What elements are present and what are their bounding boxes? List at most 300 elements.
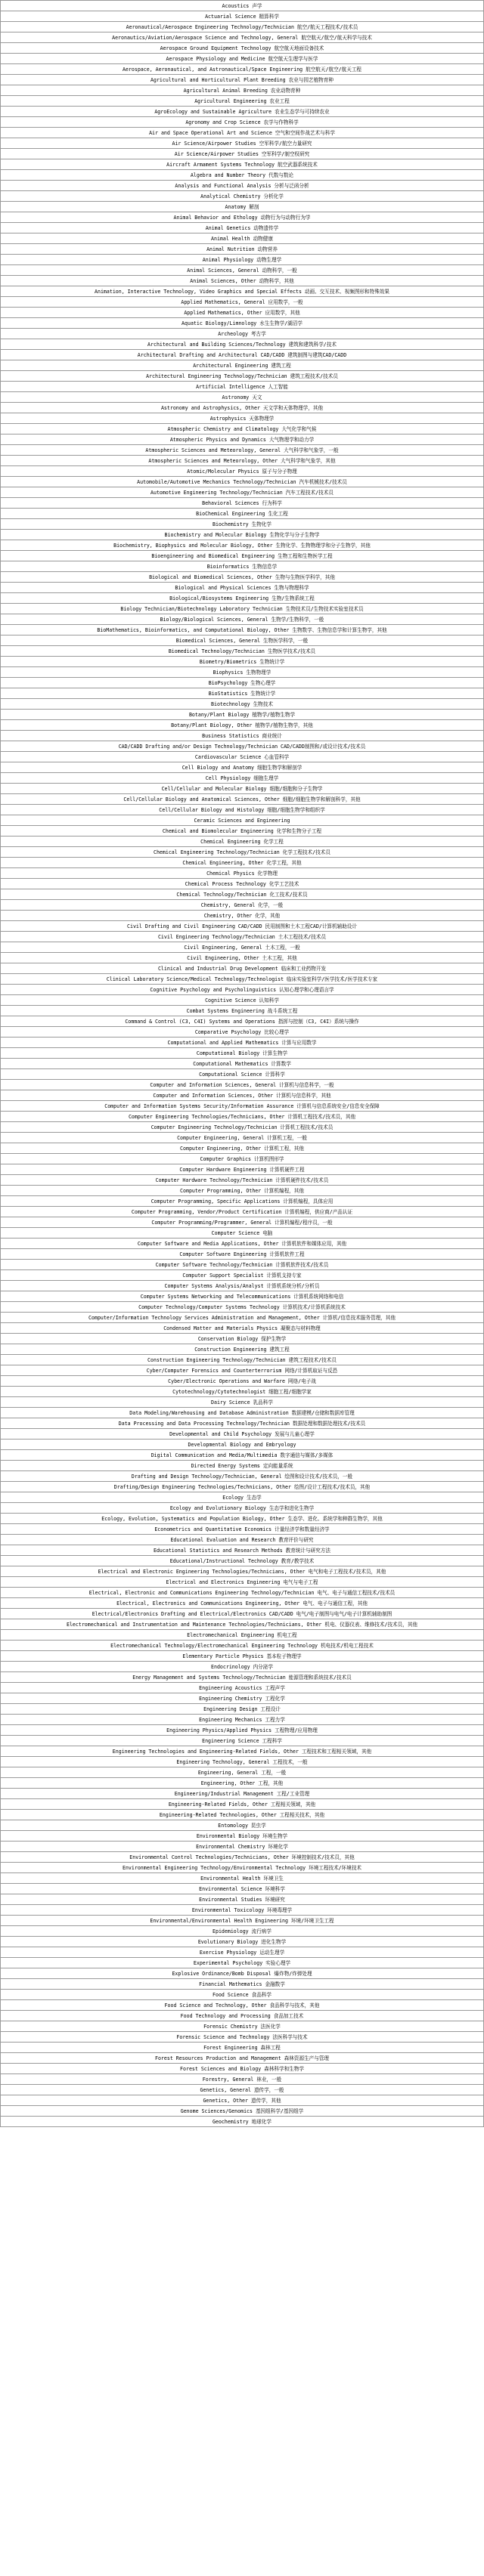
table-row — [1, 731, 484, 741]
subject-cell: Construction Engineering Technology/Technician 建筑工程技术/技术员 — [1, 1355, 484, 1365]
table-row — [1, 741, 484, 752]
table-row — [1, 477, 484, 487]
table-row — [1, 530, 484, 540]
table-row — [1, 1143, 484, 1154]
table-row — [1, 1334, 484, 1344]
table-row — [1, 1270, 484, 1281]
subject-cell: Aerospace Physiology and Medicine 航空航天生理学与医学 — [1, 54, 484, 64]
subject-cell: Animal Sciences, General 动物科学，一般 — [1, 265, 484, 276]
subject-cell: Artificial Intelligence 人工智能 — [1, 382, 484, 392]
subject-cell: Agricultural Engineering 农业工程 — [1, 96, 484, 107]
subject-cell: Air Science/Airpower Studies 空军科学/航空力量研究 — [1, 138, 484, 149]
table-row — [1, 255, 484, 265]
table-row — [1, 1164, 484, 1175]
subject-cell: Electromechanical Engineering 机电工程 — [1, 1630, 484, 1641]
subject-cell: Forest Resources Production and Management 森林资源生产与管理 — [1, 2053, 484, 2064]
table-row — [1, 540, 484, 551]
table-row — [1, 1365, 484, 1376]
table-row — [1, 1672, 484, 1683]
table-row — [1, 1916, 484, 1926]
subject-cell: Analysis and Functional Analysis 分析与泛函分析 — [1, 181, 484, 191]
subject-cell: Chemical Engineering, Other 化学工程，其他 — [1, 858, 484, 868]
table-row — [1, 233, 484, 244]
subject-cell: Aeronautics/Aviation/Aerospace Science and Technology, General 航空航天/航空/航天科学与技术 — [1, 32, 484, 43]
subject-cell: Forensic Science and Technology 法医科学与技术 — [1, 2032, 484, 2043]
table-row — [1, 604, 484, 614]
subject-cell: Data Modeling/Warehousing and Database Administration 数据建模/仓储和数据库管理 — [1, 1408, 484, 1418]
table-row — [1, 1450, 484, 1461]
table-row — [1, 1566, 484, 1577]
subject-cell: Computer Hardware Engineering 计算机硬件工程 — [1, 1164, 484, 1175]
subject-cell: Aircraft Armament Systems Technology 航空武器系统技术 — [1, 159, 484, 170]
table-row — [1, 1842, 484, 1852]
subject-cell: Biophysics 生物物理学 — [1, 667, 484, 678]
subject-cell: Cognitive Science 认知科学 — [1, 995, 484, 1006]
subject-cell: Computer Engineering, Other 计算机工程，其他 — [1, 1143, 484, 1154]
table-row — [1, 2085, 484, 2095]
table-row — [1, 953, 484, 963]
table-row — [1, 107, 484, 117]
table-row — [1, 1069, 484, 1080]
subject-cell: Aerospace, Aeronautical, and Astronautical/Space Engineering 航空航天/航空/航天工程 — [1, 64, 484, 75]
table-row — [1, 1651, 484, 1662]
subject-cell: Applied Mathematics, Other 应用数学，其他 — [1, 308, 484, 318]
subject-cell: Engineering/Industrial Management 工程/工业管理 — [1, 1789, 484, 1799]
subject-cell: Computer Software and Media Applications, Other 计算机软件和媒体应用，其他 — [1, 1239, 484, 1249]
subject-cell: Cardiovascular Science 心血管科学 — [1, 752, 484, 762]
table-row — [1, 2117, 484, 2127]
table-row — [1, 1704, 484, 1715]
table-row — [1, 942, 484, 953]
subject-cell: Cyber/Computer Forensics and Counterterrorism 网络/计算机取证与反恐 — [1, 1365, 484, 1376]
subject-cell: Genetics, General 遗传学，一般 — [1, 2085, 484, 2095]
subject-cell: AgroEcology and Sustainable Agriculture 农业生态学与可持续农业 — [1, 107, 484, 117]
subject-cell: Combat Systems Engineering 战斗系统工程 — [1, 1006, 484, 1016]
subject-cell: Applied Mathematics, General 应用数学，一般 — [1, 297, 484, 308]
subject-cell: Environmental Control Technologies/Technicians, Other 环境控制技术/技术员，其他 — [1, 1852, 484, 1863]
subject-cell: BioPsychology 生物心理学 — [1, 678, 484, 688]
table-row — [1, 1641, 484, 1651]
table-row — [1, 699, 484, 710]
subject-cell: Engineering Technologies and Engineering-Related Fields, Other 工程技术和工程相关领域，其他 — [1, 1746, 484, 1757]
subject-cell: Ceramic Sciences and Engineering — [1, 815, 484, 826]
table-row — [1, 911, 484, 921]
subject-cell: Cyber/Electronic Operations and Warfare 网络/电子战 — [1, 1376, 484, 1387]
subject-cell: Geochemistry 地球化学 — [1, 2117, 484, 2127]
subject-cell: Biotechnology 生物技术 — [1, 699, 484, 710]
table-row — [1, 424, 484, 434]
table-row — [1, 1217, 484, 1228]
table-row — [1, 1291, 484, 1302]
table-row — [1, 1387, 484, 1397]
table-row — [1, 1609, 484, 1619]
table-row — [1, 498, 484, 509]
subject-cell: Botany/Plant Biology 植物学/植物生物学 — [1, 710, 484, 720]
subject-cell: Clinical and Industrial Drug Development 临床和工业药物开发 — [1, 963, 484, 974]
subject-cell: Computer Software Technology/Technician 计算机软件技术/技术员 — [1, 1260, 484, 1270]
table-row — [1, 1852, 484, 1863]
table-row — [1, 1429, 484, 1440]
subject-cell: Cytotechnology/Cytotechnologist 细胞工程/细胞学家 — [1, 1387, 484, 1397]
table-row — [1, 1313, 484, 1323]
subject-cell: Genome Sciences/Genomics 基因组科学/基因组学 — [1, 2106, 484, 2117]
table-row — [1, 2011, 484, 2021]
table-row — [1, 244, 484, 255]
subject-cell: Chemical and Biomolecular Engineering 化学和生物分子工程 — [1, 826, 484, 837]
subject-cell: Biochemistry, Biophysics and Molecular Biology, Other 生物化学、生物物理学和分子生物学，其他 — [1, 540, 484, 551]
table-row — [1, 2053, 484, 2064]
table-row — [1, 900, 484, 911]
table-row — [1, 445, 484, 456]
table-row — [1, 889, 484, 900]
table-row — [1, 286, 484, 297]
subject-cell: Biological and Biomedical Sciences, Other 生物与生物医学科学，其他 — [1, 572, 484, 583]
subject-cell: Educational/Instructional Technology 教育/教学技术 — [1, 1556, 484, 1566]
subject-cell: Endocrinology 内分泌学 — [1, 1662, 484, 1672]
subject-cell: Dairy Science 乳品科学 — [1, 1397, 484, 1408]
subject-cell: Computer and Information Sciences, Other 计算机与信息科学，其他 — [1, 1090, 484, 1101]
table-row — [1, 1027, 484, 1038]
subject-cell: Environmental Health 环境卫生 — [1, 1873, 484, 1884]
table-row — [1, 720, 484, 731]
table-row — [1, 1323, 484, 1334]
table-row — [1, 1112, 484, 1122]
table-row — [1, 583, 484, 593]
table-row — [1, 202, 484, 212]
subject-cell: Ecology and Evolutionary Biology 生态学和进化生物学 — [1, 1503, 484, 1514]
table-row — [1, 2064, 484, 2074]
table-row — [1, 1619, 484, 1630]
table-row — [1, 413, 484, 424]
subject-cell: Biochemistry and Molecular Biology 生物化学与分子生物学 — [1, 530, 484, 540]
table-row — [1, 1884, 484, 1894]
table-row — [1, 1016, 484, 1027]
table-row — [1, 635, 484, 646]
subject-cell: Acoustics 声学 — [1, 1, 484, 11]
table-row — [1, 509, 484, 519]
subject-cell: Cell Biology and Anatomy 细胞生物学和解剖学 — [1, 762, 484, 773]
subject-cell: Epidemiology 流行病学 — [1, 1926, 484, 1937]
subject-cell: Biomedical Technology/Technician 生物医学技术/技术员 — [1, 646, 484, 657]
subject-cell: Command & Control (C3, C4I) Systems and Operations 指挥与控制（C3, C4I）系统与操作 — [1, 1016, 484, 1027]
table-row — [1, 985, 484, 995]
table-row — [1, 1873, 484, 1884]
table-row — [1, 1820, 484, 1831]
subject-cell: Actuarial Science 精算科学 — [1, 11, 484, 22]
table-row — [1, 223, 484, 233]
table-row — [1, 1133, 484, 1143]
table-row — [1, 32, 484, 43]
table-row — [1, 382, 484, 392]
subject-cell: Ecology 生态学 — [1, 1492, 484, 1503]
table-row — [1, 1080, 484, 1090]
table-row — [1, 1990, 484, 2000]
table-row — [1, 1514, 484, 1524]
subject-cell: Computational Mathematics 计算数学 — [1, 1059, 484, 1069]
subject-cell: Computer Programming/Programmer, General 计算机编程/程序员，一般 — [1, 1217, 484, 1228]
table-row — [1, 360, 484, 371]
table-row — [1, 1968, 484, 1979]
table-row — [1, 826, 484, 837]
subject-cell: Computer Software Engineering 计算机软件工程 — [1, 1249, 484, 1260]
subject-cell: Forensic Chemistry 法医化学 — [1, 2021, 484, 2032]
subject-cell: Computer Graphics 计算机图形学 — [1, 1154, 484, 1164]
table-row — [1, 1249, 484, 1260]
table-row — [1, 117, 484, 128]
subject-cell: Explosive Ordinance/Bomb Disposal 爆炸物/炸弹处理 — [1, 1968, 484, 1979]
table-row — [1, 1207, 484, 1217]
table-row — [1, 1662, 484, 1672]
table-row — [1, 1503, 484, 1514]
subject-cell: Condensed Matter and Materials Physics 凝聚态与材料物理 — [1, 1323, 484, 1334]
subject-cell: Civil Engineering, Other 土木工程，其他 — [1, 953, 484, 963]
table-row — [1, 1344, 484, 1355]
subject-cell: Chemical Physics 化学物理 — [1, 868, 484, 879]
subject-cell: Aerospace Ground Equipment Technology 航空航天地面设备技术 — [1, 43, 484, 54]
table-row — [1, 1228, 484, 1239]
subject-cell: Astronomy and Astrophysics, Other 天文学和天体物理学，其他 — [1, 403, 484, 413]
table-row — [1, 318, 484, 329]
subject-cell: Aquatic Biology/Limnology 水生生物学/湖沼学 — [1, 318, 484, 329]
subject-cell: Electromechanical Technology/Electromechanical Engineering Technology 机电技术/机电工程技术 — [1, 1641, 484, 1651]
table-row — [1, 773, 484, 784]
subject-cell: Computer Systems Analysis/Analyst 计算机系统分析/分析员 — [1, 1281, 484, 1291]
subject-cell: Genetics, Other 遗传学，其他 — [1, 2095, 484, 2106]
subject-cell: Econometrics and Quantitative Economics 计量经济学和数量经济学 — [1, 1524, 484, 1535]
subject-cell: Computer Engineering Technology/Technician 计算机工程技术/技术员 — [1, 1122, 484, 1133]
subject-cell: Architectural Drafting and Architectural CAD/CADD 建筑制图与建筑CAD/CADD — [1, 350, 484, 360]
subject-cell: Computer Programming, Vendor/Product Certification 计算机编程，供应商/产品认证 — [1, 1207, 484, 1217]
table-row — [1, 1186, 484, 1196]
subject-cell: Forest Engineering 森林工程 — [1, 2043, 484, 2053]
table-row — [1, 1789, 484, 1799]
subject-cell: Animal Health 动物健康 — [1, 233, 484, 244]
subject-cell: Computer Science 电脑 — [1, 1228, 484, 1239]
table-row — [1, 2021, 484, 2032]
table-row — [1, 181, 484, 191]
table-row — [1, 1715, 484, 1725]
subject-cell: Air and Space Operational Art and Science 空气和空间作战艺术与科学 — [1, 128, 484, 138]
subject-cell: Automobile/Automotive Mechanics Technology/Technician 汽车机械技术/技术员 — [1, 477, 484, 487]
table-row — [1, 752, 484, 762]
table-row — [1, 1281, 484, 1291]
subject-cell: Environmental/Environmental Health Engineering 环境/环境卫生工程 — [1, 1916, 484, 1926]
table-row — [1, 1545, 484, 1556]
subject-cell: Engineering Mechanics 工程力学 — [1, 1715, 484, 1725]
subject-cell: Comparative Psychology 比较心理学 — [1, 1027, 484, 1038]
subject-cell: Astronomy 天文 — [1, 392, 484, 403]
subject-cell: Atmospheric Physics and Dynamics 大气物理学和动力学 — [1, 434, 484, 445]
subject-cell: Atmospheric Sciences and Meteorology, Other 大气科学和气象学，其他 — [1, 456, 484, 466]
table-row — [1, 1, 484, 11]
subject-cell: Automotive Engineering Technology/Technician 汽车工程技术/技术员 — [1, 487, 484, 498]
table-row — [1, 75, 484, 85]
subject-cell: Animal Genetics 动物遗传学 — [1, 223, 484, 233]
subject-cell: Agronomy and Crop Science 农学与作物科学 — [1, 117, 484, 128]
subject-cell: Chemistry, Other 化学，其他 — [1, 911, 484, 921]
subject-cell: Bioengineering and Biomedical Engineering 生物工程和生物医学工程 — [1, 551, 484, 561]
subject-cell: Archeology 考古学 — [1, 329, 484, 339]
subject-cell: Architectural and Building Sciences/Technology 建筑和建筑科学/技术 — [1, 339, 484, 350]
subject-cell: Financial Mathematics 金融数学 — [1, 1979, 484, 1990]
subject-cell: BioMathematics, Bioinformatics, and Computational Biology, Other 生物数学、生物信息学和计算生物学，其他 — [1, 625, 484, 635]
table-row — [1, 1260, 484, 1270]
subject-cell: Engineering Design 工程设计 — [1, 1704, 484, 1715]
table-row — [1, 1408, 484, 1418]
table-row — [1, 2106, 484, 2117]
table-row — [1, 1048, 484, 1059]
table-row — [1, 625, 484, 635]
subject-cell: Computer and Information Systems Security/Information Assurance 计算机与信息系统安全/信息安全保障 — [1, 1101, 484, 1112]
table-row — [1, 1810, 484, 1820]
subject-cell: Digital Communication and Media/Multimedia 数字通信与媒体/多媒体 — [1, 1450, 484, 1461]
table-row — [1, 1778, 484, 1789]
subject-cell: Astrophysics 天体物理学 — [1, 413, 484, 424]
table-row — [1, 572, 484, 583]
subject-cell: Anatomy 解剖 — [1, 202, 484, 212]
table-row — [1, 688, 484, 699]
table-row — [1, 434, 484, 445]
subject-cell: Engineering-Related Fields, Other 工程相关领域，其他 — [1, 1799, 484, 1810]
subject-cell: Drafting and Design Technology/Technician, General 绘图和设计技术/技术员，一般 — [1, 1471, 484, 1482]
table-row — [1, 837, 484, 847]
subject-cell: Aeronautical/Aerospace Engineering Technology/Technician 航空/航天工程技术/技术员 — [1, 22, 484, 32]
subject-cell: Computer Systems Networking and Telecommunications 计算机系统网络和电信 — [1, 1291, 484, 1302]
table-row — [1, 1376, 484, 1387]
table-row — [1, 1926, 484, 1937]
table-row — [1, 1725, 484, 1736]
table-row — [1, 1905, 484, 1916]
subject-cell: Chemical Technology/Technician 化工技术/技术员 — [1, 889, 484, 900]
table-row — [1, 1006, 484, 1016]
table-row — [1, 1577, 484, 1588]
subject-cell: Environmental Toxicology 环境毒理学 — [1, 1905, 484, 1916]
subject-cell: Data Processing and Data Processing Technology/Technician 数据处理和数据处理技术/技术员 — [1, 1418, 484, 1429]
table-row — [1, 170, 484, 181]
subject-cell: BioStatistics 生物统计学 — [1, 688, 484, 699]
table-row — [1, 1154, 484, 1164]
table-row — [1, 64, 484, 75]
subject-cell: Biology/Biological Sciences, General 生物学/生物科学，一般 — [1, 614, 484, 625]
table-row — [1, 276, 484, 286]
subject-cell: Air Science/Airpower Studies 空军科学/制空权研究 — [1, 149, 484, 159]
table-row — [1, 456, 484, 466]
subject-cell: Cognitive Psychology and Psycholinguistics 认知心理学和心理语言学 — [1, 985, 484, 995]
subject-cell: Educational Statistics and Research Methods 教育统计与研究方法 — [1, 1545, 484, 1556]
subject-cell: Atomic/Molecular Physics 原子与分子物理 — [1, 466, 484, 477]
subject-cell: BioChemical Engineering 生化工程 — [1, 509, 484, 519]
subject-cell: Electrical/Electronics Drafting and Electrical/Electronics CAD/CADD 电气/电子制图与电气/电子计算机辅助制图 — [1, 1609, 484, 1619]
subject-cell: Food Science 食品科学 — [1, 1990, 484, 2000]
subject-cell: Environmental Engineering Technology/Environmental Technology 环境工程技术/环境技术 — [1, 1863, 484, 1873]
subject-cell: Developmental Biology and Embryology — [1, 1440, 484, 1450]
table-row — [1, 1101, 484, 1112]
table-row — [1, 1958, 484, 1968]
subject-cell: Electromechanical and Instrumentation and Maintenance Technologies/Technicians, Other 机电、仪器仪表、维修技术/技术员，其他 — [1, 1619, 484, 1630]
table-row — [1, 128, 484, 138]
subject-cell: Animation, Interactive Technology, Video Graphics and Special Effects 动画、交互技术、视频图形和特殊效果 — [1, 286, 484, 297]
table-row — [1, 1556, 484, 1566]
table-row — [1, 561, 484, 572]
subject-cell: Biology Technician/Biotechnology Laboratory Technician 生物技术员/生物技术实验室技术员 — [1, 604, 484, 614]
subject-cell: Food Technology and Processing 食品加工技术 — [1, 2011, 484, 2021]
table-row — [1, 43, 484, 54]
subject-cell: Cell/Cellular Biology and Histology 细胞/细胞生物学和组织学 — [1, 805, 484, 815]
subject-cell: Analytical Chemistry 分析化学 — [1, 191, 484, 202]
table-row — [1, 1355, 484, 1365]
subject-cell: Computer Engineering, General 计算机工程，一般 — [1, 1133, 484, 1143]
table-row — [1, 1397, 484, 1408]
subject-cell: Animal Physiology 动物生理学 — [1, 255, 484, 265]
subject-cell: Animal Nutrition 动物营养 — [1, 244, 484, 255]
subject-cell: Computer Programming, Specific Applications 计算机编程，具体应用 — [1, 1196, 484, 1207]
subject-cell: Drafting/Design Engineering Technologies/Technicians, Other 绘图/设计工程技术/技术员，其他 — [1, 1482, 484, 1492]
table-row — [1, 1863, 484, 1873]
table-row — [1, 762, 484, 773]
subject-cell: Behavioral Sciences 行为科学 — [1, 498, 484, 509]
subject-cell: Business Statistics 商业统计 — [1, 731, 484, 741]
table-row — [1, 519, 484, 530]
table-row — [1, 657, 484, 667]
subject-cell: Agricultural and Horticultural Plant Breeding 农业与园艺植物育种 — [1, 75, 484, 85]
subject-cell: Cell Physiology 细胞生理学 — [1, 773, 484, 784]
table-row — [1, 1535, 484, 1545]
subject-cell: Computer and Information Sciences, General 计算机与信息科学，一般 — [1, 1080, 484, 1090]
table-row — [1, 191, 484, 202]
table-row — [1, 1947, 484, 1958]
subject-cell: Forestry, General 林业，一般 — [1, 2074, 484, 2085]
subject-cell: CAD/CADD Drafting and/or Design Technology/Technician CAD/CADD制图和/或设计技术/技术员 — [1, 741, 484, 752]
table-row — [1, 1482, 484, 1492]
table-row — [1, 1746, 484, 1757]
table-row — [1, 2000, 484, 2011]
subject-cell: Computational and Applied Mathematics 计算与应用数学 — [1, 1038, 484, 1048]
subject-cell: Computational Science 计算科学 — [1, 1069, 484, 1080]
table-row — [1, 847, 484, 858]
table-row — [1, 1492, 484, 1503]
table-row — [1, 265, 484, 276]
table-row — [1, 1302, 484, 1313]
subject-cell: Computer Programming, Other 计算机编程，其他 — [1, 1186, 484, 1196]
subject-cell: Animal Behavior and Ethology 动物行为与动物行为学 — [1, 212, 484, 223]
subject-cell: Engineering Acoustics 工程声学 — [1, 1683, 484, 1693]
subject-cell: Computational Biology 计算生物学 — [1, 1048, 484, 1059]
subject-cell: Biological/Biosystems Engineering 生物/生物系统工程 — [1, 593, 484, 604]
subject-cell: Environmental Studies 环境研究 — [1, 1894, 484, 1905]
table-row — [1, 1175, 484, 1186]
subject-cell: Environmental Science 环境科学 — [1, 1884, 484, 1894]
table-row — [1, 710, 484, 720]
subject-cell: Evolutionary Biology 进化生物学 — [1, 1937, 484, 1947]
table-row — [1, 1683, 484, 1693]
table-row — [1, 2032, 484, 2043]
subject-cell: Computer Technology/Computer Systems Technology 计算机技术/计算机系统技术 — [1, 1302, 484, 1313]
table-row — [1, 1461, 484, 1471]
subject-cell: Experimental Psychology 实验心理学 — [1, 1958, 484, 1968]
table-row — [1, 149, 484, 159]
subject-cell: Construction Engineering 建筑工程 — [1, 1344, 484, 1355]
table-row — [1, 879, 484, 889]
table-row — [1, 1418, 484, 1429]
subject-cell: Forest Sciences and Biology 森林科学和生物学 — [1, 2064, 484, 2074]
subject-cell: Computer/Information Technology Services Administration and Management, Other 计算机/信息技术服务管理，其他 — [1, 1313, 484, 1323]
subject-cell: Agricultural Animal Breeding 农业动物育种 — [1, 85, 484, 96]
subject-cell: Clinical Laboratory Science/Medical Technology/Technologist 临床实验室科学/医学技术/医学技术专家 — [1, 974, 484, 985]
subject-cell: Civil Engineering Technology/Technician 土木工程技术/技术员 — [1, 932, 484, 942]
subject-cell: Biological and Physical Sciences 生物与物理科学 — [1, 583, 484, 593]
course-list-body — [1, 1, 484, 2127]
subject-cell: Conservation Biology 保护生物学 — [1, 1334, 484, 1344]
